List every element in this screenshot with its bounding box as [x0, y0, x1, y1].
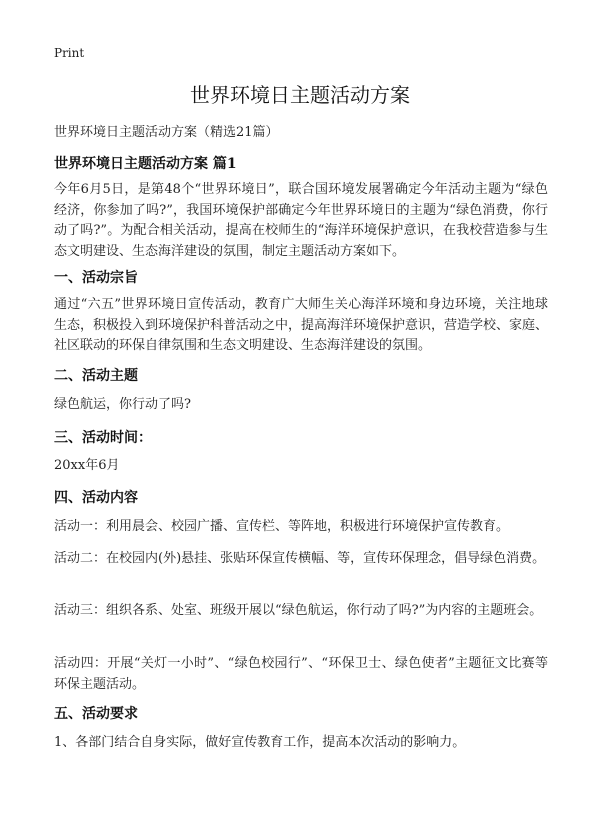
heading-content: 四、活动内容 — [54, 490, 138, 506]
activity-item: 活动三：组织各系、处室、班级开展以“绿色航运，你行动了吗?”为内容的主题班会。 — [54, 603, 543, 618]
heading-requirements: 五、活动要求 — [54, 706, 138, 722]
section-title: 世界环境日主题活动方案 篇1 — [54, 156, 237, 172]
heading-time: 三、活动时间： — [54, 430, 152, 446]
requirements-paragraph: 1、各部门结合自身实际，做好宣传教育工作，提高本次活动的影响力。 — [54, 735, 466, 750]
activity-item: 活动四：开展“关灯一小时”、“绿色校园行”、“环保卫士、绿色使者”主题征文比赛等环保主题活动。 — [54, 656, 548, 692]
intro-paragraph: 今年6月5日，是第48个“世界环境日”，联合国环境发展署确定今年活动主题为“绿色经济，你参加了吗?”，我国环境保护部确定今年世界环境日的主题为“绿色消费，你行动了吗?”。为配合相关活动，提高在校师生的“海洋环境保护意识，在我校营造参与生态文明建设、生态海洋建设的氛围，制定主题活动方案如下。 — [54, 182, 548, 259]
heading-purpose: 一、活动宗旨 — [54, 270, 138, 286]
heading-theme: 二、活动主题 — [54, 368, 138, 384]
document-title: 世界环境日主题活动方案 — [190, 83, 410, 107]
activity-item: 活动二：在校园内(外)悬挂、张贴环保宣传横幅、等，宣传环保理念，倡导绿色消费。 — [54, 551, 546, 566]
time-paragraph: 20xx年6月 — [54, 458, 120, 473]
activity-item: 活动一：利用晨会、校园广播、宣传栏、等阵地，积极进行环境保护宣传教育。 — [54, 519, 510, 534]
document-subtitle: 世界环境日主题活动方案（精选21篇） — [54, 125, 279, 140]
print-label: Print — [54, 46, 85, 60]
theme-paragraph: 绿色航运，你行动了吗? — [54, 397, 191, 412]
purpose-paragraph: 通过“六五”世界环境日宣传活动，教育广大师生关心海洋环境和身边环境，关注地球生态，积极投入到环境保护科普活动之中，提高海洋环境保护意识，营造学校、家庭、社区联动的环保自律氛围和生态文明建设、生态海洋建设的氛围。 — [54, 297, 549, 353]
